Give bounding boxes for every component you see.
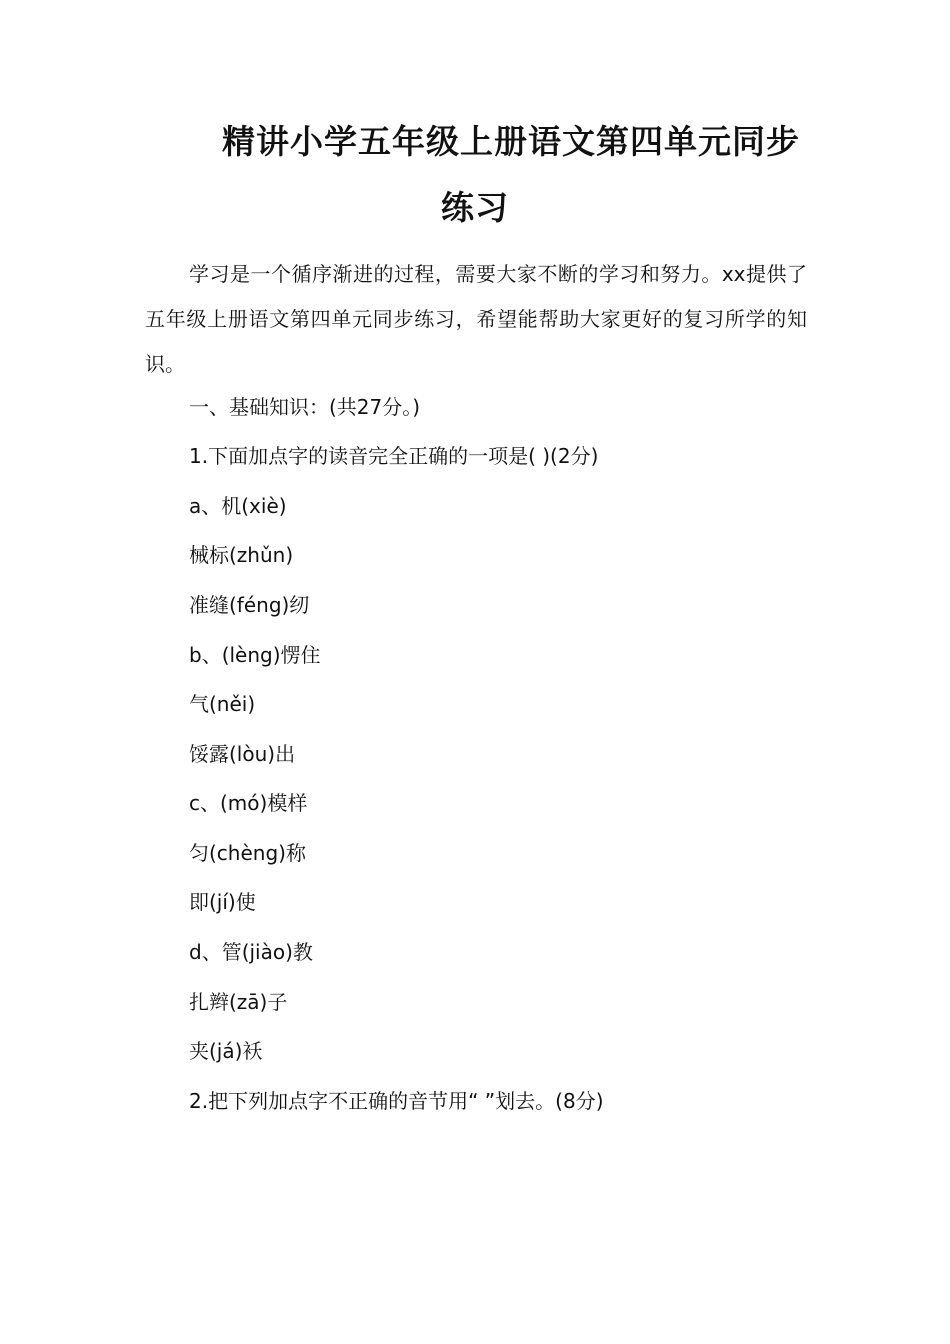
option-line: 械标(zhǔn) xyxy=(189,543,294,567)
question-2: 2.把下列加点字不正确的音节用“ ”划去。(8分) xyxy=(189,1089,604,1113)
section-heading-basics: 一、基础知识：(共27分。) xyxy=(189,395,421,419)
option-line: 夹(já)袄 xyxy=(189,1039,263,1063)
option-line: 馁露(lòu)出 xyxy=(189,742,296,766)
option-line: 匀(chèng)称 xyxy=(189,841,306,865)
option-line: 准缝(féng)纫 xyxy=(189,593,310,617)
intro-paragraph: 学习是一个循序渐进的过程，需要大家不断的学习和努力。xx提供了五年级上册语文第四单元同步练习，希望能帮助大家更好的复习所学的知识。 xyxy=(145,262,807,376)
option-line: c、(mó)模样 xyxy=(189,791,308,815)
document-title-line-1: 精讲小学五年级上册语文第四单元同步 xyxy=(222,122,800,161)
question-1: 1.下面加点字的读音完全正确的一项是( )(2分) xyxy=(189,444,599,468)
option-line: 气(něi) xyxy=(189,692,256,716)
option-line: a、机(xiè) xyxy=(189,494,287,518)
option-line: 扎辫(zā)子 xyxy=(189,990,288,1014)
document-title-line-2: 练习 xyxy=(441,188,509,227)
option-line: d、管(jiào)教 xyxy=(189,940,313,964)
option-line: 即(jí)使 xyxy=(189,890,256,914)
option-line: b、(lèng)愣住 xyxy=(189,643,321,667)
